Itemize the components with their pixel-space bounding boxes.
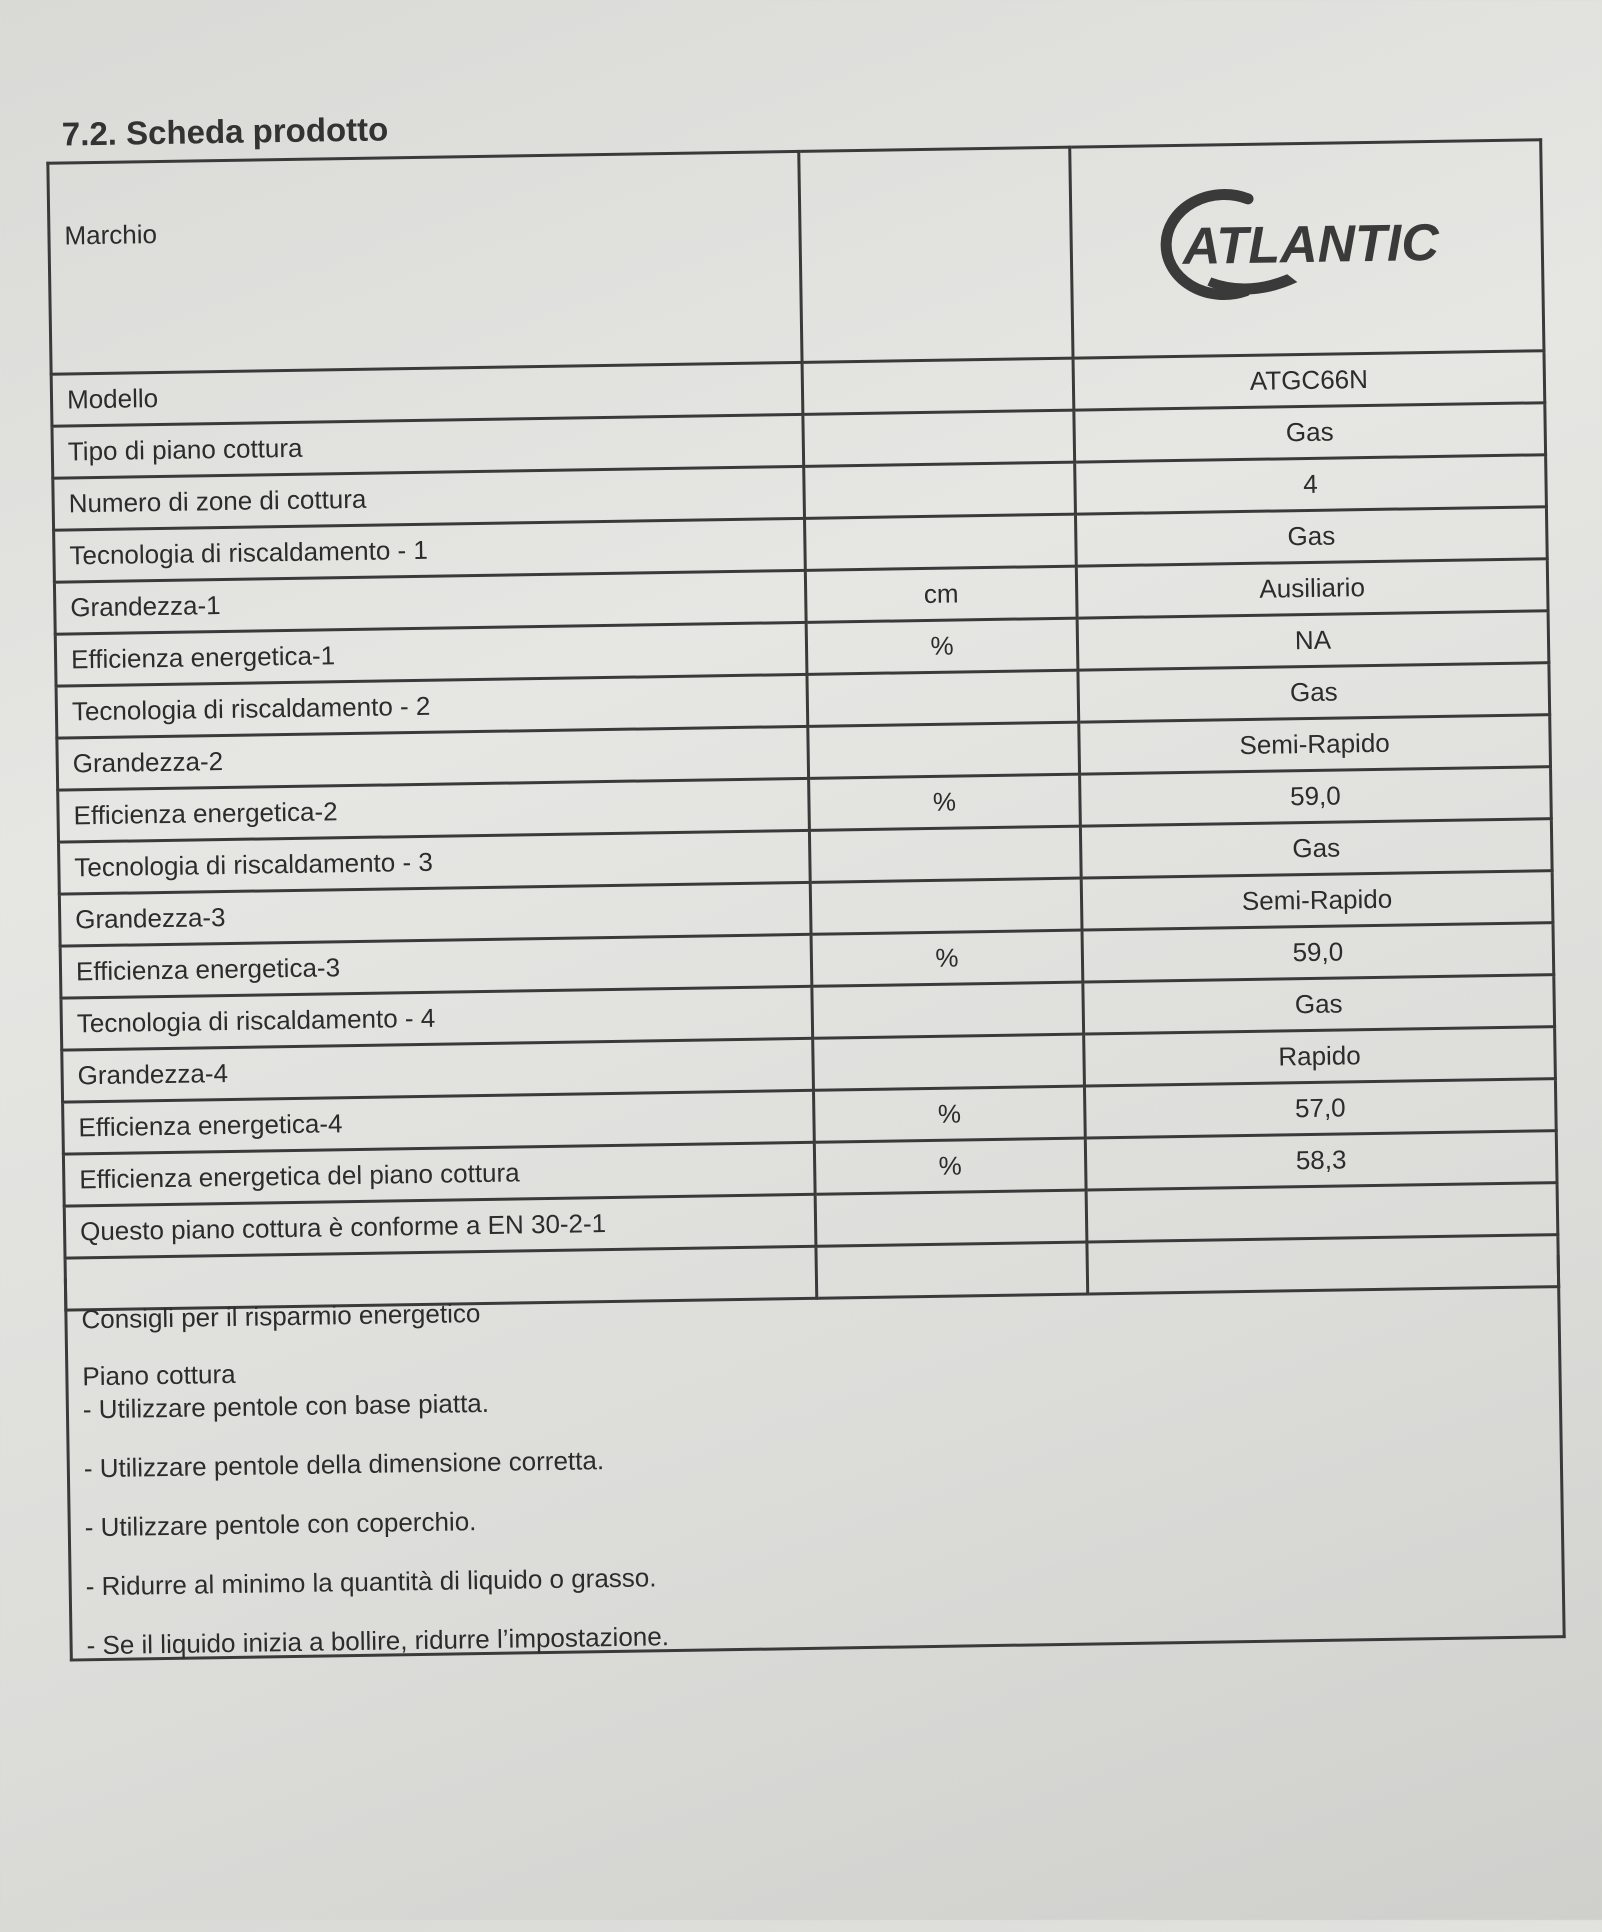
row-unit [813,1034,1085,1090]
row-label: Efficienza energetica-1 [55,622,807,686]
tip-item: - Utilizzare pentole della dimensione corretta. [83,1445,605,1484]
row-unit [809,826,1081,882]
row-label: Grandezza-2 [57,726,809,790]
atlantic-logo-icon [1136,183,1478,308]
row-label: Numero di zone di cottura [53,466,805,530]
row-unit: % [814,1138,1086,1194]
row-label: Tecnologia di riscaldamento - 2 [56,674,808,738]
row-value: ATGC66N [1073,351,1545,410]
row-label: Modello [51,362,803,426]
row-value: Ausiliario [1076,559,1548,618]
row-label: Efficienza energetica-3 [60,934,812,998]
tips-list [83,1371,1549,1661]
row-unit [802,358,1074,414]
tip-item: - Utilizzare pentole con base piatta. [82,1387,490,1425]
row-label: Tipo di piano cottura [52,414,804,478]
row-unit [815,1190,1087,1246]
row-value: 4 [1075,455,1547,514]
row-label: Efficienza energetica-2 [58,778,810,842]
row-value: 58,3 [1085,1131,1557,1190]
tip-item: - Se il liquido inizia a bollire, ridurre l’impostazione. [86,1621,670,1661]
energy-saving-tips [64,1255,1566,1661]
tip-item: - Utilizzare pentole con coperchio. [84,1506,477,1543]
row-unit [805,514,1077,570]
row-label: Tecnologia di riscaldamento - 3 [58,830,810,894]
row-value: Gas [1078,663,1550,722]
row-value: Gas [1080,819,1552,878]
row-unit: % [813,1086,1085,1142]
row-value: 59,0 [1082,923,1554,982]
row-unit: % [806,618,1078,674]
row-label: Grandezza-4 [62,1038,814,1102]
row-unit [803,410,1075,466]
row-unit [808,722,1080,778]
row-unit: cm [805,566,1077,622]
row-unit [810,878,1082,934]
brand-row [48,140,1544,374]
row-label: Grandezza-3 [59,882,811,946]
row-unit [807,670,1079,726]
section-title: 7.2. Scheda prodotto [61,110,389,153]
row-value: Gas [1075,507,1547,566]
row-unit [812,982,1084,1038]
row-value: Semi-Rapido [1081,871,1553,930]
row-value [1086,1183,1558,1242]
row-value: 57,0 [1084,1079,1556,1138]
row-label: Grandezza-1 [54,570,806,634]
row-value: Gas [1074,403,1546,462]
row-value: 59,0 [1080,767,1552,826]
row-label: Tecnologia di riscaldamento - 1 [54,518,806,582]
row-value: Gas [1083,975,1555,1034]
product-spec-table [46,138,1560,1311]
row-label: Efficienza energetica-4 [63,1090,815,1154]
row-label: Efficienza energetica del piano cottura [63,1142,815,1206]
brand-logo [1070,140,1544,358]
row-value: NA [1077,611,1549,670]
row-unit: % [809,774,1081,830]
row-unit [804,462,1076,518]
row-unit: % [811,930,1083,986]
brand-unit-cell [799,147,1073,362]
tip-item: - Ridurre al minimo la quantità di liquido o grasso. [85,1562,657,1602]
row-label: Tecnologia di riscaldamento - 4 [61,986,813,1050]
tips-subheading: Piano cottura [82,1358,236,1392]
row-value: Semi-Rapido [1079,715,1551,774]
tips-heading: Consigli per il risparmio energetico [81,1298,481,1335]
logo-text: ATLANTIC [1182,213,1440,276]
row-label: Questo piano cottura è conforme a EN 30-2-1 [64,1194,816,1258]
spec-rows [51,351,1559,1310]
row-value: Rapido [1084,1027,1556,1086]
brand-label: Marchio [48,151,802,374]
